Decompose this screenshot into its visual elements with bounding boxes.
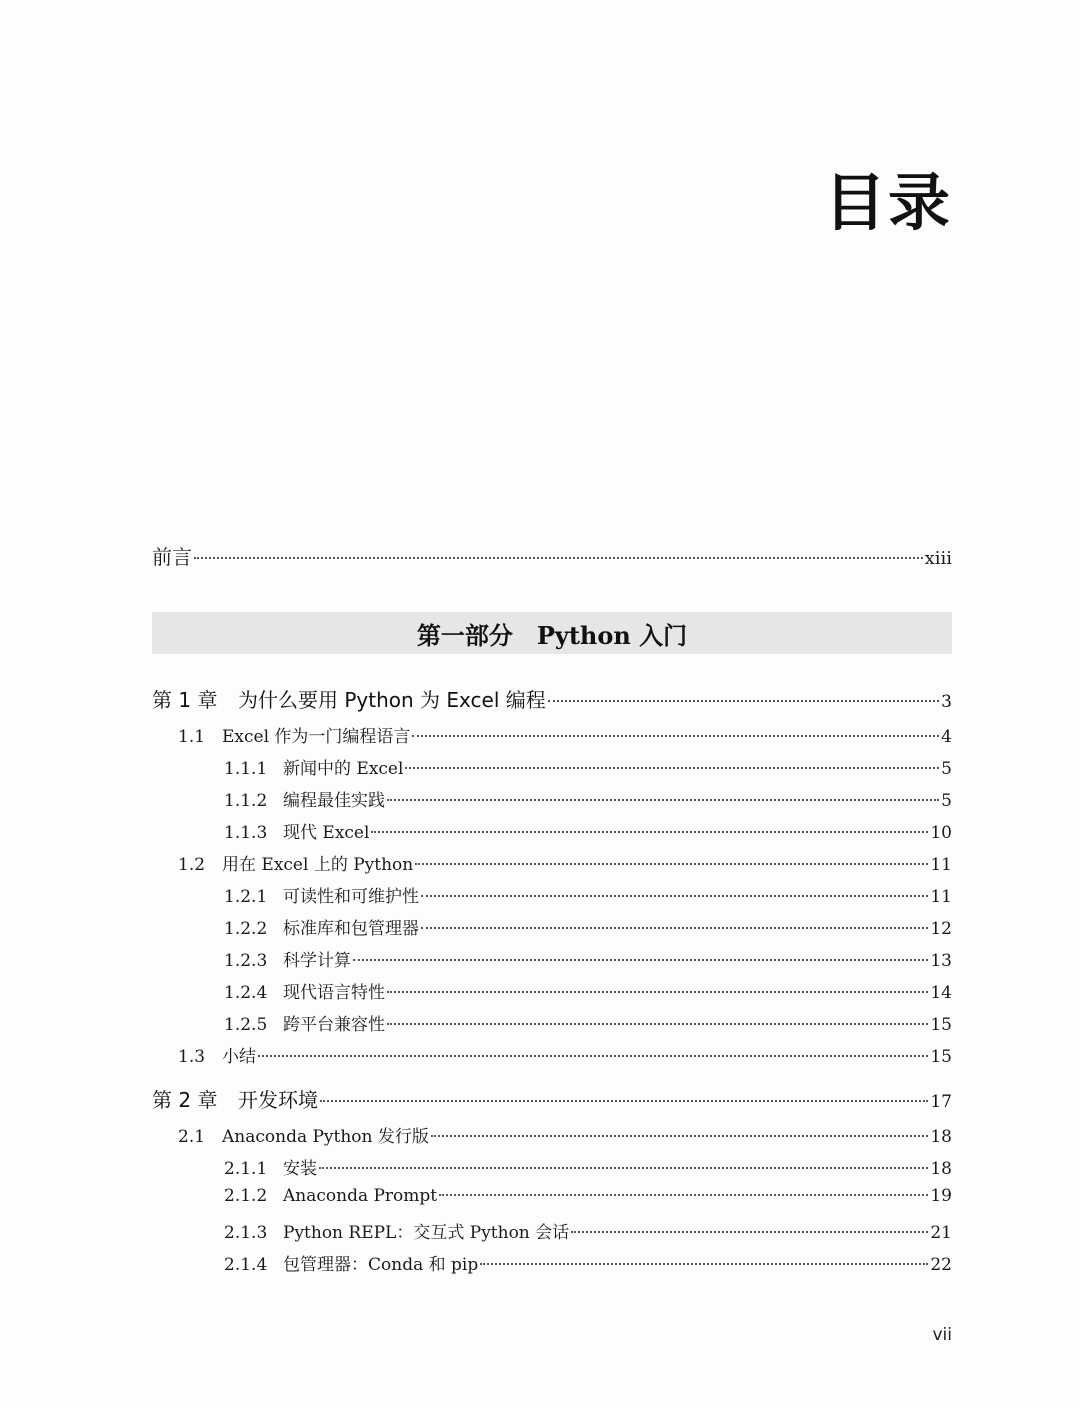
toc-entry-page: 15	[930, 1015, 952, 1035]
toc-entry-label: Python REPL：交互式 Python 会话	[283, 1223, 570, 1243]
toc-entry-label: 用在 Excel 上的 Python	[222, 855, 414, 875]
dot-leader	[387, 1023, 928, 1025]
toc-entry-page: 12	[930, 919, 952, 939]
dot-leader	[439, 1194, 928, 1196]
page-title: 目录	[823, 166, 952, 239]
toc-entry-subsection[interactable]	[152, 786, 952, 811]
dot-leader	[387, 799, 939, 801]
toc-entry-number: 1.1.2	[224, 791, 268, 811]
toc-entry-label: 开发环境	[238, 1088, 318, 1112]
toc-entry-page: 18	[930, 1159, 952, 1179]
toc-entry-label: 新闻中的 Excel	[283, 759, 404, 779]
dot-leader	[431, 1135, 928, 1137]
toc-entry-number: 1.1.1	[224, 759, 268, 779]
toc-entry-page: 21	[930, 1223, 952, 1243]
toc-entry-label: 编程最佳实践	[283, 791, 385, 811]
toc-entry-subsection[interactable]	[152, 1186, 952, 1206]
toc-entry-section[interactable]	[152, 850, 952, 875]
dot-leader	[548, 700, 939, 702]
dot-leader	[571, 1231, 928, 1233]
toc-entry-page: 18	[930, 1127, 952, 1147]
toc-entry-page: 3	[941, 692, 952, 712]
toc-entry-label: Anaconda Python 发行版	[222, 1127, 429, 1147]
toc-entry-label: 小结	[222, 1047, 256, 1067]
toc-entry-label: 现代语言特性	[283, 983, 385, 1003]
part-banner	[152, 612, 952, 654]
toc-entry-page: 22	[930, 1255, 952, 1275]
page-number: vii	[932, 1325, 952, 1345]
toc-entry-page: 11	[930, 887, 952, 907]
toc-entry-subsection[interactable]	[152, 978, 952, 1003]
toc-entry-chapter[interactable]	[152, 1084, 952, 1113]
toc-entry-label: 标准库和包管理器	[283, 919, 419, 939]
toc-entry-label: 安装	[283, 1159, 317, 1179]
toc-entry-label: Excel 作为一门编程语言	[222, 727, 411, 747]
toc-entry-page: xiii	[924, 548, 952, 569]
toc-entry-page: 11	[930, 855, 952, 875]
toc-entry-section[interactable]	[152, 1042, 952, 1067]
toc-entry-number: 1.2.5	[224, 1015, 268, 1035]
toc-entry-page: 15	[930, 1047, 952, 1067]
toc-entry-number: 第 2 章	[152, 1088, 218, 1112]
toc-entry-label: 前言	[152, 545, 192, 569]
toc-entry-label: 跨平台兼容性	[283, 1015, 385, 1035]
toc-entry-number: 1.1.3	[224, 823, 268, 843]
toc-entry-number: 1.3	[178, 1047, 206, 1067]
toc-entry-preface[interactable]	[152, 541, 952, 570]
toc-entry-page: 5	[941, 791, 952, 811]
dot-leader	[194, 557, 923, 559]
toc-entry-section[interactable]	[152, 722, 952, 747]
toc-entry-subsection[interactable]	[152, 1154, 952, 1179]
dot-leader	[371, 831, 928, 833]
toc-entry-number: 1.2.4	[224, 983, 268, 1003]
dot-leader	[353, 959, 928, 961]
toc-entry-number: 1.2.3	[224, 951, 268, 971]
toc-entry-subsection[interactable]	[152, 914, 952, 939]
dot-leader	[405, 767, 939, 769]
toc-entry-chapter[interactable]	[152, 684, 952, 713]
toc-entry-number: 2.1	[178, 1127, 206, 1147]
toc-entry-page: 4	[941, 727, 952, 747]
dot-leader	[421, 895, 928, 897]
toc-entry-page: 10	[930, 823, 952, 843]
toc-entry-number: 1.2	[178, 855, 206, 875]
toc-entry-section[interactable]	[152, 1122, 952, 1147]
dot-leader	[421, 927, 928, 929]
dot-leader	[480, 1263, 928, 1265]
dot-leader	[320, 1100, 928, 1102]
toc-entry-label: 现代 Excel	[283, 823, 370, 843]
toc-entry-number: 2.1.1	[224, 1159, 268, 1179]
toc-entry-page: 17	[930, 1092, 952, 1112]
toc-entry-number: 1.2.1	[224, 887, 268, 907]
toc-entry-number: 2.1.3	[224, 1223, 268, 1243]
toc-entry-subsection[interactable]	[152, 1010, 952, 1035]
toc-entry-number: 1.1	[178, 727, 206, 747]
toc-entry-page: 13	[930, 951, 952, 971]
toc-entry-label: 可读性和可维护性	[283, 887, 419, 907]
dot-leader	[319, 1167, 928, 1169]
toc-entry-subsection[interactable]	[152, 946, 952, 971]
toc-entry-page: 14	[930, 983, 952, 1003]
toc-entry-label: Anaconda Prompt	[283, 1186, 438, 1206]
toc-entry-page: 19	[930, 1186, 952, 1206]
toc-entry-number: 1.2.2	[224, 919, 268, 939]
dot-leader	[387, 991, 928, 993]
toc-entry-subsection[interactable]	[152, 882, 952, 907]
toc-entry-number: 第 1 章	[152, 688, 218, 712]
dot-leader	[258, 1055, 928, 1057]
toc-entry-subsection[interactable]	[152, 818, 952, 843]
dot-leader	[415, 863, 928, 865]
toc-entry-number: 2.1.2	[224, 1186, 268, 1206]
toc-entry-number: 2.1.4	[224, 1255, 268, 1275]
part-title: 第一部分 Python 入门	[416, 620, 688, 650]
dot-leader	[412, 735, 939, 737]
toc-entry-label: 科学计算	[283, 951, 351, 971]
toc-entry-subsection[interactable]	[152, 1218, 952, 1243]
toc-entry-subsection[interactable]	[152, 754, 952, 779]
toc-entry-label: 包管理器：Conda 和 pip	[283, 1255, 479, 1275]
toc-entry-label: 为什么要用 Python 为 Excel 编程	[238, 688, 546, 712]
toc-entry-subsection[interactable]	[152, 1250, 952, 1275]
toc-entry-page: 5	[941, 759, 952, 779]
